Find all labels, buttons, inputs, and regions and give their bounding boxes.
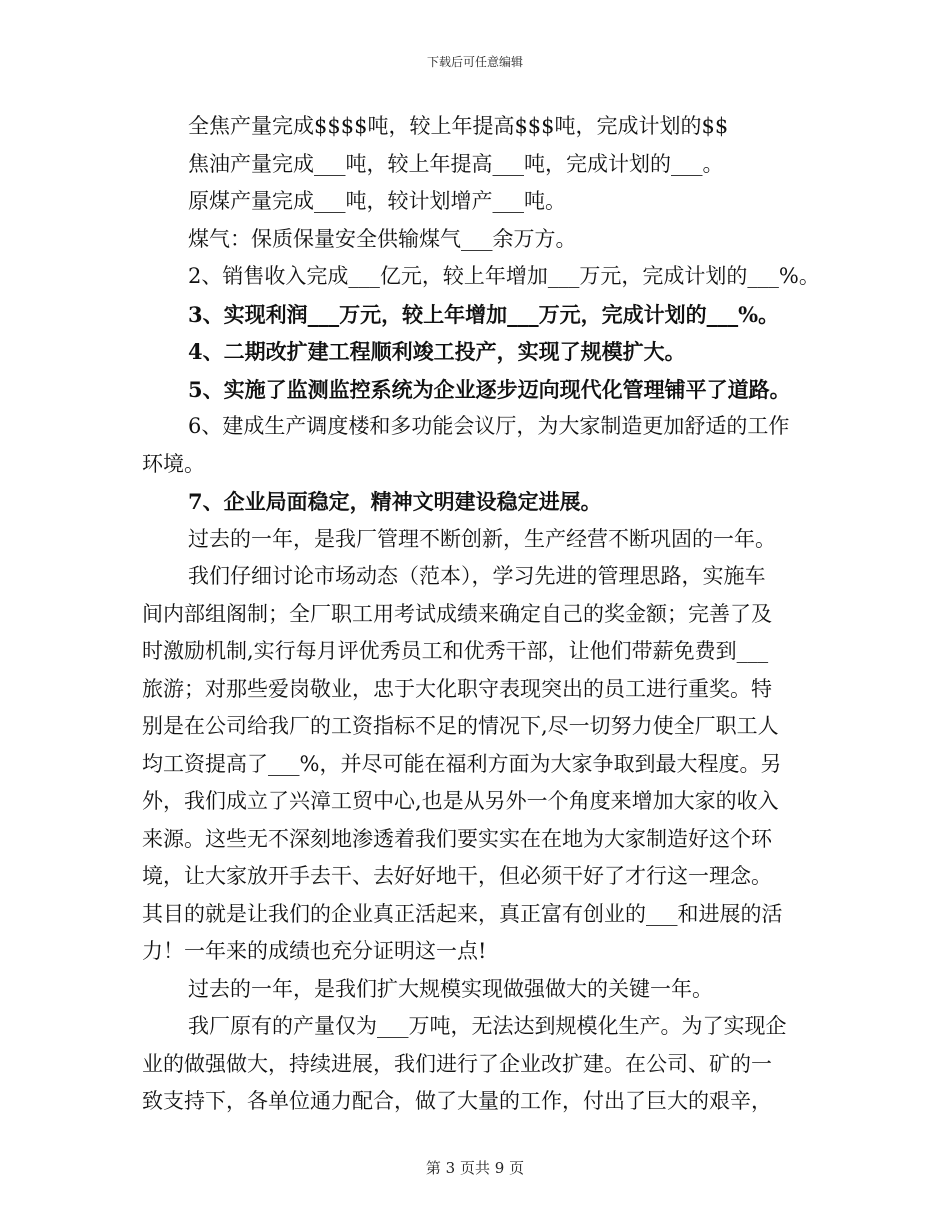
page-header: 下载后可任意编辑 — [426, 55, 523, 69]
document-body — [142, 108, 820, 1121]
text-line: 来源。这些无不深刻地渗透着我们要实实在在地为大家制造好这个环 — [142, 826, 772, 851]
text-line: 我厂原有的产量仅为___万吨，无法达到规模化生产。为了实现企 — [188, 1014, 787, 1038]
text-line: 6、建成生产调度楼和多功能会议厅，为大家制造更加舒适的工作 — [188, 414, 790, 438]
text-line: 其目的就是让我们的企业真正活起来，真正富有创业的___和进展的活 — [142, 901, 783, 926]
text-line: 煤气：保质保量安全供输煤气___余万方。 — [188, 226, 577, 251]
text-line: 时激励机制,实行每月评优秀员工和优秀干部，让他们带薪免费到___ — [142, 639, 769, 663]
page-footer: 第 3 页共 9 页 — [425, 1159, 525, 1177]
text-line: 3、实现利润___万元，较上年增加___万元，完成计划的___%。 — [188, 301, 780, 327]
text-line: 境，让大家放开手去干、去好好地干，但必须干好了才行这一理念。 — [142, 864, 772, 888]
text-line: 焦油产量完成___吨，较上年提高___吨，完成计划的___。 — [188, 151, 724, 176]
text-line: 力！一年来的成绩也充分证明这一点! — [142, 939, 487, 963]
text-line: 外，我们成立了兴漳工贸中心,也是从另外一个角度来增加大家的收入 — [142, 789, 779, 813]
text-line: 4、二期改扩建工程顺利竣工投产，实现了规模扩大。 — [188, 339, 686, 364]
text-line: 5、实施了监测监控系统为企业逐步迈向现代化管理铺平了道路。 — [188, 376, 791, 402]
text-line: 全焦产量完成$$$$吨，较上年提高$$$吨，完成计划的$$ — [188, 114, 729, 138]
text-line: 业的做强做大，持续进展，我们进行了企业改扩建。在公司、矿的一 — [142, 1051, 772, 1076]
text-line: 原煤产量完成___吨，较计划增产___吨。 — [188, 189, 566, 213]
text-line: 均工资提高了___%，并尽可能在福利方面为大家争取到最大程度。另 — [142, 751, 782, 776]
text-line: 环境。 — [142, 451, 205, 476]
text-line: 我们仔细讨论市场动态（范本），学习先进的管理思路，实施车 — [188, 564, 766, 588]
text-line: 过去的一年，是我们扩大规模实现做强做大的关键一年。 — [188, 976, 713, 1001]
text-line: 间内部组阁制；全厂职工用考试成绩来确定自己的奖金额；完善了及 — [142, 601, 772, 626]
text-line: 旅游；对那些爱岗敬业，忠于大化职守表现突出的员工进行重奖。特 — [142, 676, 772, 701]
text-line: 2、销售收入完成___亿元，较上年增加___万元，完成计划的___%。 — [188, 264, 820, 288]
text-line: 致支持下，各单位通力配合，做了大量的工作，付出了巨大的艰辛， — [142, 1089, 772, 1113]
text-line: 7、企业局面稳定，精神文明建设稳定进展。 — [188, 489, 602, 514]
text-line: 过去的一年，是我厂管理不断创新，生产经营不断巩固的一年。 — [188, 526, 776, 551]
text-line: 别是在公司给我厂的工资指标不足的情况下,尽一切努力使全厂职工人 — [142, 714, 779, 738]
